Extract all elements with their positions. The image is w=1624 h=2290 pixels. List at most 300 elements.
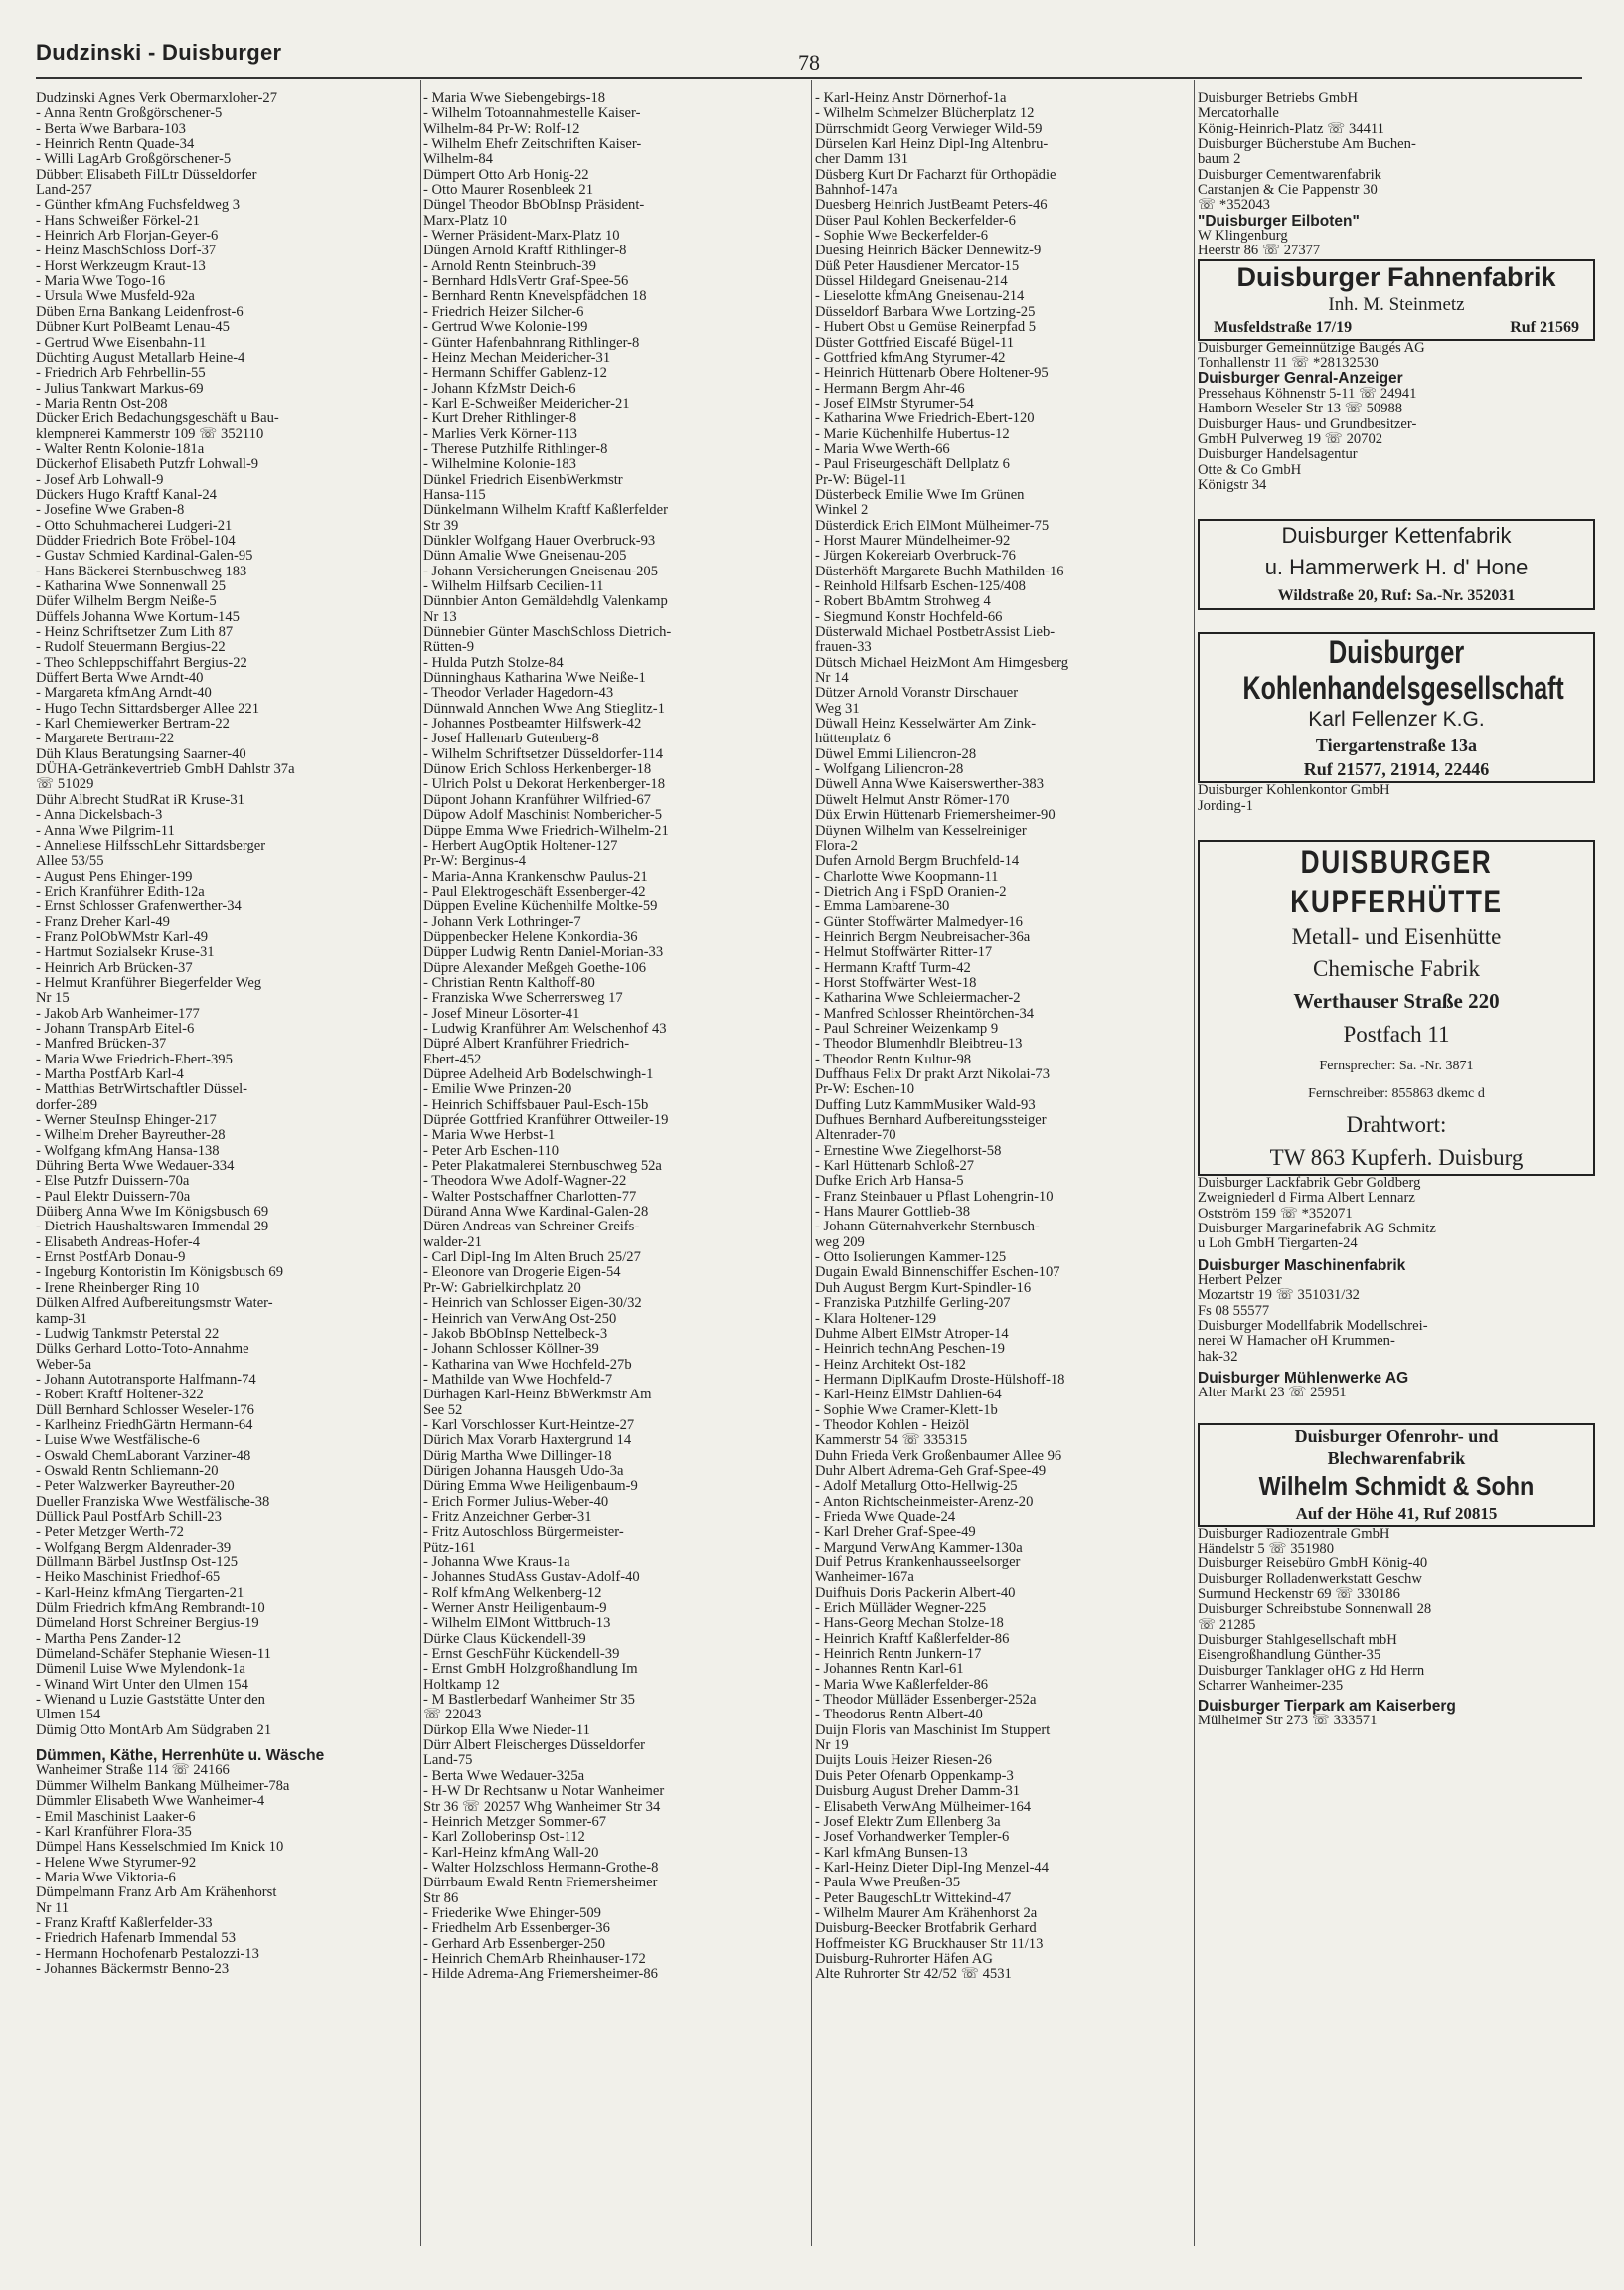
directory-entry: Dueller Franziska Wwe Westfälische-38 (36, 1493, 270, 1510)
directory-entry: - Heinrich Rentn Quade-34 (36, 136, 195, 153)
directory-entry: - Maria Wwe Herbst-1 (423, 1127, 556, 1144)
directory-entry: Düffert Berta Wwe Arndt-40 (36, 670, 204, 687)
ad-street: Werthauser Straße 220 (1293, 988, 1500, 1013)
ad-address-row (1200, 317, 1593, 339)
directory-entry: - Manfred Schlosser Rheintörchen-34 (815, 1005, 1035, 1022)
directory-entry: Dücker Erich Bedachungsgeschäft u Bau- (36, 410, 279, 427)
directory-entry: Altenrader-70 (815, 1127, 896, 1144)
directory-entry: - Berta Wwe Barbara-103 (36, 120, 186, 137)
directory-entry: Tonhallenstr 11 ☏ *28132530 (1198, 355, 1379, 372)
ad-line: Metall- und Eisenhütte (1291, 923, 1502, 949)
directory-entry: Nr 15 (36, 990, 70, 1007)
directory-entry: Dütsch Michael HeizMont Am Himgesberg (815, 654, 1069, 671)
directory-entry: Dümig Otto MontArb Am Südgraben 21 (36, 1721, 272, 1738)
listing-line: Mülheimer Str 273 ☏ 333571 (1198, 1712, 1378, 1728)
directory-entry: Düssel Hildegard Gneisenau-214 (815, 273, 1008, 290)
directory-entry: - Helene Wwe Styrumer-92 (36, 1854, 197, 1871)
directory-entry: - Katharina Wwe Schleiermacher-2 (815, 990, 1021, 1007)
ad-telex: Fernschreiber: 855863 dkemc d (1308, 1085, 1485, 1101)
directory-entry: Händelstr 5 ☏ 351980 (1198, 1541, 1335, 1557)
directory-entry: - Wilhelm Hilfsarb Cecilien-11 (423, 578, 604, 594)
directory-entry: - Gertrud Wwe Eisenbahn-11 (36, 334, 207, 351)
directory-entry: - Friedrich Arb Fehrbellin-55 (36, 365, 206, 382)
column-divider (1194, 80, 1195, 2246)
directory-entry: - Horst Werkzeugm Kraut-13 (36, 257, 206, 274)
directory-entry: - Eleonore van Drogerie Eigen-54 (423, 1264, 621, 1281)
directory-entry: Düsterbeck Emilie Wwe Im Grünen (815, 486, 1025, 503)
directory-entry: - Anton Richtscheinmeister-Arenz-20 (815, 1493, 1034, 1510)
directory-entry: - Günter Stoffwärter Malmedyer-16 (815, 913, 1023, 930)
listing-line: W Klingenburg (1198, 228, 1288, 245)
directory-entry: Dudzinski Agnes Verk Obermarxloher-27 (36, 91, 278, 106)
directory-entry: - Hans Maurer Gottlieb-38 (815, 1204, 971, 1221)
header-rule (36, 77, 1582, 79)
directory-entry: - Günther kfmAng Fuchsfeldweg 3 (36, 197, 241, 214)
ad-telegram-label: Drahtwort: (1346, 1111, 1447, 1137)
directory-entry: Düpper Ludwig Rentn Daniel-Morian-33 (423, 944, 664, 961)
directory-entry: - Wolfgang Bergm Aldenrader-39 (36, 1539, 232, 1555)
directory-column-3 (815, 91, 1193, 1983)
ad-title-2: KUPFERHÜTTE (1290, 883, 1503, 919)
directory-entry: - Theodorus Rentn Albert-40 (815, 1707, 983, 1723)
directory-entry: - Walter Postschaffner Charlotten-77 (423, 1188, 637, 1205)
directory-entry: - Otto Schuhmacherei Ludgeri-21 (36, 517, 233, 534)
directory-entry: König-Heinrich-Platz ☏ 34411 (1198, 120, 1384, 137)
listing-line: Heerstr 86 ☏ 27377 (1198, 243, 1321, 259)
entry-group (1198, 91, 1595, 214)
directory-entry: Flora-2 (815, 837, 858, 854)
directory-entry: Düsterhöft Margarete Buchh Mathilden-16 (815, 563, 1064, 579)
ad-title: Duisburger Ofenrohr- und (1294, 1425, 1499, 1446)
directory-entry: Düffels Johanna Wwe Kortum-145 (36, 608, 240, 625)
directory-entry: - Margarete Bertram-22 (36, 731, 175, 747)
directory-entry: - Josef ElMstr Styrumer-54 (815, 395, 974, 411)
directory-entry: Pr-W: Berginus-4 (423, 853, 527, 870)
directory-entry: - Else Putzfr Duissern-70a (36, 1173, 190, 1190)
directory-entry: Pütz-161 (423, 1539, 476, 1555)
directory-entry: - Herbert AugOptik Holtener-127 (423, 837, 618, 854)
directory-entry: Dühr Albrecht StudRat iR Kruse-31 (36, 791, 244, 808)
directory-entry: Düprée Gottfried Kranführer Ottweiler-19 (423, 1112, 669, 1129)
directory-entry: Str 39 (423, 517, 459, 534)
directory-entry: - Marie Küchenhilfe Hubertus-12 (815, 425, 1010, 442)
directory-entry: Dübbert Elisabeth FilLtr Düsseldorfer (36, 166, 257, 183)
ad-owner: Wilhelm Schmidt & Sohn (1258, 1470, 1535, 1501)
directory-entry: - Irene Rheinberger Ring 10 (36, 1279, 200, 1296)
directory-entry: - Siegmund Konstr Hochfeld-66 (815, 608, 1003, 625)
directory-entry: Duisburg-Ruhrorter Häfen AG (815, 1950, 993, 1967)
directory-entry: Wilhelm-84 (423, 151, 493, 168)
directory-entry: Mozartstr 19 ☏ 351031/32 (1198, 1287, 1360, 1304)
directory-entry: - Katharina Wwe Sonnenwall 25 (36, 578, 227, 594)
directory-entry: - Hugo Techn Sittardsberger Allee 221 (36, 700, 259, 717)
ad-owner: Karl Fellenzer K.G. (1308, 708, 1485, 732)
directory-entry: - Karl-Heinz kfmAng Wall-20 (423, 1844, 599, 1861)
directory-entry: Allee 53/55 (36, 853, 104, 870)
directory-entry: - Karl Zolloberinsp Ost-112 (423, 1829, 585, 1846)
page-header-title: Dudzinski - Duisburger (36, 40, 282, 65)
directory-entry: Pr-W: Bügel-11 (815, 471, 907, 488)
directory-entry: Duisburger Margarinefabrik AG Schmitz (1198, 1220, 1436, 1236)
directory-entry: Düppen Eveline Küchenhilfe Moltke-59 (423, 899, 658, 915)
listing-heading: Duisburger Tierpark am Kaiserberg (1198, 1697, 1456, 1715)
ad-phone: Fernsprecher: Sa. -Nr. 3871 (1319, 1058, 1474, 1073)
directory-entry: - Johann Verk Lothringer-7 (423, 913, 581, 930)
directory-entry: - Arnold Rentn Steinbruch-39 (423, 257, 596, 274)
directory-entry: Dülm Friedrich kfmAng Rembrandt-10 (36, 1600, 265, 1617)
directory-entry: - Johannes StudAss Gustav-Adolf-40 (423, 1569, 640, 1586)
directory-entry: - Wolfgang kfmAng Hansa-138 (36, 1142, 220, 1159)
directory-entry: - Hulda Putzh Stolze-84 (423, 654, 564, 671)
directory-entry: Dülken Alfred Aufbereitungsmstr Water- (36, 1295, 273, 1312)
directory-entry: - Heinrich Metzger Sommer-67 (423, 1813, 607, 1830)
directory-entry: - Josefine Wwe Graben-8 (36, 502, 185, 519)
directory-entry: Dützer Arnold Voranstr Dirschauer (815, 685, 1019, 702)
directory-entry: u Loh GmbH Tiergarten-24 (1198, 1235, 1358, 1252)
directory-entry: Rütten-9 (423, 639, 475, 656)
directory-entry: Düß Peter Hausdiener Mercator-15 (815, 257, 1020, 274)
directory-entry: - Theodora Wwe Adolf-Wagner-22 (423, 1173, 627, 1190)
directory-entry: Dübner Kurt PolBeamt Lenau-45 (36, 319, 230, 336)
directory-entry: - Karl kfmAng Bunsen-13 (815, 1844, 968, 1861)
directory-entry: - Peter Arb Eschen-110 (423, 1142, 560, 1159)
directory-entry: Ostström 159 ☏ *352071 (1198, 1205, 1353, 1222)
directory-entry: - Horst Maurer Mündelheimer-92 (815, 532, 1011, 549)
directory-entry: Duesberg Heinrich JustBeamt Peters-46 (815, 197, 1048, 214)
directory-entry: Duisburger Handelsagentur (1198, 446, 1358, 463)
directory-entry: - Franziska Putzhilfe Gerling-207 (815, 1295, 1011, 1312)
directory-entry: - Maria Wwe Friedrich-Ebert-395 (36, 1051, 233, 1067)
directory-entry: - Johann Güternahverkehr Sternbusch- (815, 1219, 1040, 1235)
directory-entry: - Theodor Kohlen - Heizöl (815, 1416, 970, 1433)
directory-entry: - Karlheinz FriedhGärtn Hermann-64 (36, 1416, 253, 1433)
directory-entry: - Johannes Bäckermstr Benno-23 (36, 1960, 230, 1977)
listing-heading: Duisburger Genral-Anzeiger (1198, 370, 1403, 388)
directory-entry: Duisburger Tanklager oHG z Hd Herrn (1198, 1662, 1425, 1679)
ad-subtitle: u. Hammerwerk H. d' Hone (1264, 555, 1529, 580)
directory-entry: - Heinrich Hüttenarb Obere Holtener-95 (815, 365, 1049, 382)
directory-entry: Dümpert Otto Arb Honig-22 (423, 166, 589, 183)
directory-entry: - Johann TranspArb Eitel-6 (36, 1020, 195, 1037)
directory-entry: Hamborn Weseler Str 13 ☏ 50988 (1198, 401, 1403, 417)
directory-entry: Düllmann Bärbel JustInsp Ost-125 (36, 1554, 239, 1570)
entry-group (1198, 1273, 1595, 1365)
directory-entry: klempnerei Kammerstr 109 ☏ 352110 (36, 425, 264, 442)
directory-entry: - Erich Former Julius-Weber-40 (423, 1493, 609, 1510)
directory-entry: Düsterdick Erich ElMont Mülheimer-75 (815, 517, 1050, 534)
entry-group (1198, 1176, 1595, 1252)
directory-entry: Hansa-115 (423, 486, 486, 503)
entry-group (1198, 341, 1595, 372)
directory-entry: - Theodor Rentn Kultur-98 (815, 1051, 972, 1067)
directory-entry: - Friederike Wwe Ehinger-509 (423, 1904, 601, 1921)
directory-entry: - Paula Wwe Preußen-35 (815, 1875, 961, 1891)
directory-entry: - Walter Holzschloss Hermann-Grothe-8 (423, 1859, 659, 1876)
directory-entry: Düser Paul Kohlen Beckerfelder-6 (815, 212, 1016, 229)
directory-entry: Pressehaus Köhnenstr 5-11 ☏ 24941 (1198, 385, 1417, 402)
directory-entry: Ulmen 154 (36, 1707, 101, 1723)
directory-entry: - Elisabeth Andreas-Hofer-4 (36, 1233, 201, 1250)
directory-entry: See 52 (423, 1401, 463, 1418)
directory-entry: Dürr Albert Fleischerges Düsseldorfer (423, 1737, 646, 1754)
directory-entry: - Friedhelm Arb Essenberger-36 (423, 1920, 610, 1937)
directory-entry: Nr 11 (36, 1899, 70, 1916)
directory-entry: Duesing Heinrich Bäcker Dennewitz-9 (815, 243, 1042, 259)
directory-entry: - Erich Mülläder Wegner-225 (815, 1600, 987, 1617)
directory-entry: - Johann Autotransporte Halfmann-74 (36, 1371, 256, 1388)
directory-entry: - August Pens Ehinger-199 (36, 868, 193, 885)
directory-entry: Duffhaus Felix Dr prakt Arzt Nikolai-73 (815, 1066, 1051, 1082)
directory-entry: Duis Peter Ofenarb Oppenkamp-3 (815, 1767, 1014, 1784)
listing-heading: Duisburger Maschinenfabrik (1198, 1256, 1406, 1274)
directory-entry: Duffing Lutz KammMusiker Wald-93 (815, 1096, 1036, 1113)
directory-entry: - Ernst GeschFühr Kückendell-39 (423, 1646, 620, 1663)
directory-entry: walder-21 (423, 1233, 482, 1250)
directory-entry: ☏ 22043 (423, 1707, 482, 1723)
directory-entry: - Peter Walzwerker Bayreuther-20 (36, 1478, 235, 1495)
directory-entry: - Wilhelm Dreher Bayreuther-28 (36, 1127, 226, 1144)
directory-entry: Nr 14 (815, 670, 849, 687)
directory-entry: - Karl-Heinz Anstr Dörnerhof-1a (815, 91, 1007, 106)
directory-entry: - Friedrich Hafenarb Immendal 53 (36, 1930, 236, 1947)
directory-entry: - Wilhelm Ehefr Zeitschriften Kaiser- (423, 136, 642, 153)
directory-entry: - Helmut Stoffwärter Ritter-17 (815, 944, 993, 961)
directory-entry: Düwel Emmi Liliencron-28 (815, 745, 977, 762)
directory-entry: frauen-33 (815, 639, 872, 656)
directory-entry: Königstr 34 (1198, 476, 1267, 493)
directory-entry: Düppe Emma Wwe Friedrich-Wilhelm-21 (423, 822, 669, 839)
ad-address: Auf der Höhe 41, Ruf 20815 (1295, 1503, 1498, 1523)
directory-entry: - Gottfried kfmAng Styrumer-42 (815, 349, 1006, 366)
directory-entry: - Maria Wwe Viktoria-6 (36, 1869, 176, 1885)
directory-entry: - Theodor Mülläder Essenberger-252a (815, 1692, 1037, 1709)
directory-entry: Scharrer Wanheimer-235 (1198, 1678, 1344, 1695)
directory-entry: Dünkelmann Wilhelm Kraftf Kaßlerfelder (423, 502, 668, 519)
directory-entry: Dümmer Wilhelm Bankang Mülheimer-78a (36, 1777, 290, 1794)
directory-entry: - Julius Tankwart Markus-69 (36, 380, 204, 397)
directory-column-1 (36, 91, 419, 1977)
directory-entry: - Franz Steinbauer u Pflast Lohengrin-10 (815, 1188, 1054, 1205)
directory-entry: Duisburger Betriebs GmbH (1198, 91, 1359, 106)
directory-entry: Duisburger Lackfabrik Gebr Goldberg (1198, 1174, 1421, 1191)
directory-entry: Düynen Wilhelm van Kesselreiniger (815, 822, 1027, 839)
directory-entry: - Theo Schleppschiffahrt Bergius-22 (36, 654, 247, 671)
directory-entry: - Lieselotte kfmAng Gneisenau-214 (815, 288, 1025, 305)
directory-entry: - Willi LagArb Großgörschener-5 (36, 151, 232, 168)
directory-entry: - Gustav Schmied Kardinal-Galen-95 (36, 548, 253, 565)
directory-entry: Dürrschmidt Georg Verwieger Wild-59 (815, 120, 1043, 137)
directory-entry: - Johannes Postbeamter Hilfswerk-42 (423, 716, 642, 733)
directory-entry: Düpré Albert Kranführer Friedrich- (423, 1036, 630, 1053)
directory-entry: Dünkel Friedrich EisenbWerkmstr (423, 471, 623, 488)
directory-entry: - Karl-Heinz Dieter Dipl-Ing Menzel-44 (815, 1859, 1050, 1876)
directory-entry: - Heinrich Arb Brücken-37 (36, 959, 193, 976)
directory-entry: Dürig Martha Wwe Dillinger-18 (423, 1447, 612, 1464)
directory-entry: - Werner Anstr Heiligenbaum-9 (423, 1600, 607, 1617)
directory-entry: Duisburger Gemeinnützige Baugés AG (1198, 339, 1425, 356)
directory-entry: - Jakob Arb Wanheimer-177 (36, 1005, 200, 1022)
ad-kettenfabrik (1198, 519, 1595, 610)
directory-entry: Duif Petrus Krankenhausseelsorger (815, 1554, 1021, 1570)
ad-title: Duisburger Fahnenfabrik (1236, 261, 1556, 292)
directory-entry: - Heinrich Kraftf Kaßlerfelder-86 (815, 1630, 1010, 1647)
directory-entry: - Fritz Autoschloss Bürgermeister- (423, 1524, 624, 1541)
directory-entry: - Anna Rentn Großgörschener-5 (36, 105, 223, 122)
directory-entry: Dürkop Ella Wwe Nieder-11 (423, 1721, 590, 1738)
directory-entry: - Martha PostfArb Karl-4 (36, 1066, 184, 1082)
directory-entry: DÜHA-Getränkevertrieb GmbH Dahlstr 37a (36, 761, 295, 778)
directory-entry: - Paul Schreiner Weizenkamp 9 (815, 1020, 999, 1037)
ad-phone: Ruf 21577, 21914, 22446 (1303, 759, 1490, 780)
directory-entry: Dümeland-Schäfer Stephanie Wiesen-11 (36, 1646, 271, 1663)
directory-entry: - Maria Wwe Togo-16 (36, 273, 166, 290)
directory-entry: Herbert Pelzer (1198, 1271, 1282, 1288)
directory-entry: - Hermann Kraftf Turm-42 (815, 959, 971, 976)
directory-entry: Wilhelm-84 Pr-W: Rolf-12 (423, 120, 580, 137)
directory-entry: Pr-W: Eschen-10 (815, 1081, 915, 1098)
directory-entry: - Karl Vorschlosser Kurt-Heintze-27 (423, 1416, 635, 1433)
directory-entry: - Luise Wwe Westfälische-6 (36, 1432, 200, 1449)
ad-street: Tiergartenstraße 13a (1315, 736, 1478, 756)
directory-entry: - Jürgen Kokereiarb Overbruck-76 (815, 548, 1016, 565)
listing-heading: "Duisburger Eilboten" (1198, 212, 1360, 230)
directory-entry: Düppenbecker Helene Konkordia-36 (423, 928, 638, 945)
directory-entry: Dümenil Luise Wwe Mylendonk-1a (36, 1661, 245, 1678)
directory-entry: Düster Gottfried Eiscafé Bügel-11 (815, 334, 1015, 351)
directory-entry: - Ulrich Polst u Dekorat Herkenberger-18 (423, 776, 665, 793)
directory-entry: - Adolf Metallurg Otto-Hellwig-25 (815, 1478, 1018, 1495)
directory-entry: Dufhues Bernhard Aufbereitungssteiger (815, 1112, 1047, 1129)
directory-entry: nerei W Hamacher oH Krummen- (1198, 1333, 1395, 1350)
directory-entry: - Johann KfzMstr Deich-6 (423, 380, 576, 397)
directory-entry: - Karl E-Schweißer Meidericher-21 (423, 395, 630, 411)
directory-entry: Düwell Anna Wwe Kaiserswerther-383 (815, 776, 1045, 793)
directory-entry: Dümeland Horst Schreiner Bergius-19 (36, 1615, 259, 1632)
directory-entry: Hoffmeister KG Bruckhauser Str 11/13 (815, 1935, 1044, 1952)
directory-entry: - Emma Lambarene-30 (815, 899, 950, 915)
directory-entry: - Maria Wwe Siebengebirgs-18 (423, 91, 606, 106)
directory-entry: Düchting August Metallarb Heine-4 (36, 349, 245, 366)
directory-entry: Str 86 (423, 1889, 459, 1906)
directory-entry: - Hans Bäckerei Sternbuschweg 183 (36, 563, 247, 579)
directory-entry: - Hermann Schiffer Gablenz-12 (423, 365, 607, 382)
directory-entry: weg 209 (815, 1233, 865, 1250)
directory-entry: Düring Emma Wwe Heiligenbaum-9 (423, 1478, 638, 1495)
directory-entry: - Erich Kranführer Edith-12a (36, 883, 205, 900)
directory-entry: - Ernestine Wwe Ziegelhorst-58 (815, 1142, 1002, 1159)
directory-entry: - Robert BbAmtm Strohweg 4 (815, 593, 991, 610)
page-number: 78 (798, 50, 820, 75)
directory-entry: - Josef Vorhandwerker Templer-6 (815, 1829, 1010, 1846)
directory-entry: - Christian Rentn Kalthoff-80 (423, 974, 595, 991)
directory-entry: Düben Erna Bankang Leidenfrost-6 (36, 303, 244, 320)
directory-entry: Düllick Paul PostfArb Schill-23 (36, 1508, 222, 1525)
directory-entry: - Emilie Wwe Prinzen-20 (423, 1081, 572, 1098)
entry-group (1198, 1527, 1595, 1695)
directory-entry: Düpre Alexander Meßgeh Goethe-106 (423, 959, 647, 976)
directory-entry: Marx-Platz 10 (423, 212, 507, 229)
directory-entry: - Marlies Verk Körner-113 (423, 425, 577, 442)
directory-entry: - Maria-Anna Krankenschw Paulus-21 (423, 868, 648, 885)
directory-entry: - Horst Stoffwärter West-18 (815, 974, 977, 991)
directory-entry: Düngel Theodor BbObInsp Präsident- (423, 197, 645, 214)
directory-entry: Duisburger Kohlenkontor GmbH (1198, 782, 1390, 799)
directory-entry: - Hans Schweißer Förkel-21 (36, 212, 200, 229)
directory-entry: Duisburger Stahlgesellschaft mbH (1198, 1632, 1397, 1649)
directory-entry: Dürke Claus Kückendell-39 (423, 1630, 586, 1647)
directory-entry: Düh Klaus Beratungsing Saarner-40 (36, 745, 246, 762)
directory-entry: - Karl-Heinz ElMstr Dahlien-64 (815, 1387, 1002, 1403)
directory-entry: Düdder Friedrich Bote Fröbel-104 (36, 532, 236, 549)
directory-entry: - Margareta kfmAng Arndt-40 (36, 685, 212, 702)
directory-entry: kamp-31 (36, 1310, 87, 1327)
ad-title: DUISBURGER (1300, 843, 1493, 880)
directory-entry: Eisengroßhandlung Günther-35 (1198, 1647, 1381, 1664)
directory-entry: - Elisabeth VerwAng Mülheimer-164 (815, 1798, 1032, 1815)
directory-entry: Land-257 (36, 182, 92, 199)
directory-entry: - Johannes Rentn Karl-61 (815, 1661, 964, 1678)
directory-entry: ☏ 21285 (1198, 1616, 1256, 1633)
directory-column-2 (423, 91, 809, 1983)
directory-entry: dorfer-289 (36, 1096, 98, 1113)
ad-title: Duisburger (1328, 634, 1465, 671)
directory-entry: Düwall Heinz Kesselwärter Am Zink- (815, 716, 1037, 733)
directory-entry: Dufke Erich Arb Hansa-5 (815, 1173, 964, 1190)
directory-entry: Weg 31 (815, 700, 860, 717)
directory-entry: Düx Erwin Hüttenarb Friemersheimer-90 (815, 807, 1056, 824)
ad-ofenrohr (1198, 1423, 1595, 1527)
directory-entry: - Heinrich van Schlosser Eigen-30/32 (423, 1295, 642, 1312)
directory-entry: - Heinrich Bergm Neubreisacher-36a (815, 928, 1031, 945)
directory-entry: Duhr Albert Adrema-Geh Graf-Spee-49 (815, 1462, 1047, 1479)
directory-entry: - Sophie Wwe Cramer-Klett-1b (815, 1401, 998, 1418)
directory-entry: Duifhuis Doris Packerin Albert-40 (815, 1584, 1016, 1601)
directory-entry: - Karl Hüttenarb Schloß-27 (815, 1158, 975, 1175)
directory-entry: Dünkler Wolfgang Hauer Overbruck-93 (423, 532, 656, 549)
directory-entry: Dugain Ewald Binnenschiffer Eschen-107 (815, 1264, 1060, 1281)
directory-entry: - Heinrich Schiffsbauer Paul-Esch-15b (423, 1096, 649, 1113)
directory-entry: - Ernst Schlosser Grafenwerther-34 (36, 899, 242, 915)
directory-entry: - Franz Dreher Karl-49 (36, 913, 170, 930)
directory-entry: - Peter Metzger Werth-72 (36, 1524, 184, 1541)
directory-entry: - Reinhold Hilfsarb Eschen-125/408 (815, 578, 1026, 594)
directory-entry: - Carl Dipl-Ing Im Alten Bruch 25/27 (423, 1249, 641, 1266)
directory-entry: - Matthias BetrWirtschaftler Düssel- (36, 1081, 247, 1098)
directory-entry: - Anna Dickelsbach-3 (36, 807, 163, 824)
directory-entry: - Paul Friseurgeschäft Dellplatz 6 (815, 456, 1010, 473)
directory-entry: - Robert Kraftf Holtener-322 (36, 1387, 204, 1403)
directory-entry: - Kurt Dreher Rithlinger-8 (423, 410, 577, 427)
directory-entry: - Theodor Verlader Hagedorn-43 (423, 685, 614, 702)
directory-entry: - Gerhard Arb Essenberger-250 (423, 1935, 606, 1952)
listing-line: Alter Markt 23 ☏ 25951 (1198, 1385, 1347, 1401)
directory-entry: - Heinz Architekt Ost-182 (815, 1356, 966, 1373)
directory-entry: - Johann Schlosser Köllner-39 (423, 1341, 599, 1358)
directory-entry: Düren Andreas van Schreiner Greifs- (423, 1219, 640, 1235)
directory-entry: - Franz Kraftf Kaßlerfelder-33 (36, 1914, 213, 1931)
directory-entry: Düpree Adelheid Arb Bodelschwingh-1 (423, 1066, 654, 1082)
directory-entry: - Hermann Bergm Ahr-46 (815, 380, 965, 397)
directory-entry: Pr-W: Gabrielkirchplatz 20 (423, 1279, 581, 1296)
ad-phone: Ruf 21569 (1510, 318, 1579, 336)
directory-entry: Dufen Arnold Bergm Bruchfeld-14 (815, 853, 1020, 870)
directory-entry: - Josef Mineur Lösorter-41 (423, 1005, 580, 1022)
directory-entry: Düiberg Anna Wwe Im Königsbusch 69 (36, 1204, 269, 1221)
ad-kohlenhandel (1198, 632, 1595, 783)
directory-entry: Duisburg August Dreher Damm-31 (815, 1783, 1021, 1800)
directory-column-4 (1198, 91, 1595, 1728)
directory-entry: Weber-5a (36, 1356, 92, 1373)
